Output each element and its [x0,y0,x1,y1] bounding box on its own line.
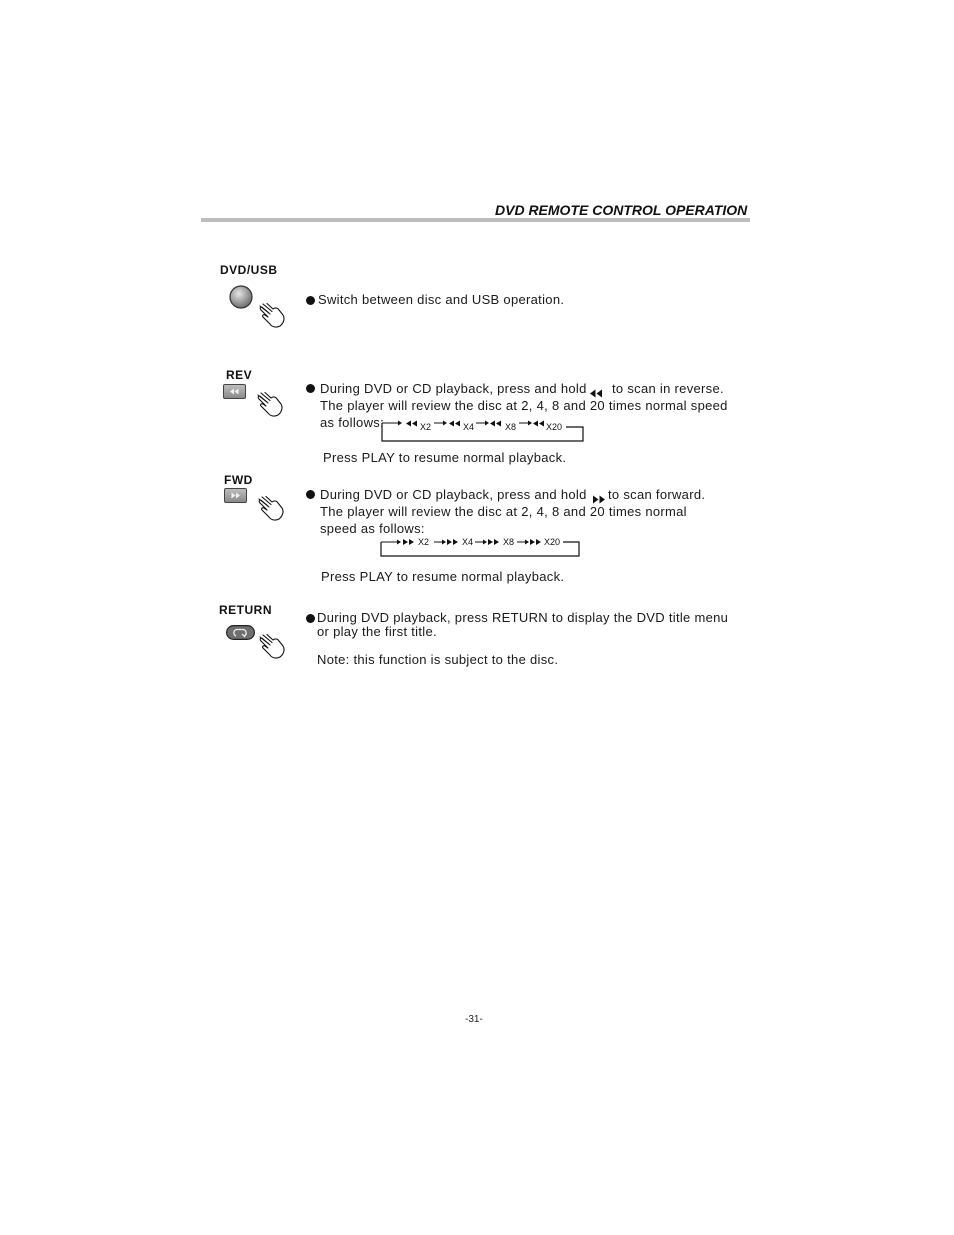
fwd-label: FWD [224,473,253,487]
dvd-usb-description: Switch between disc and USB operation. [318,292,565,307]
fwd-line-1a: During DVD or CD playback, press and hold [320,487,587,502]
fwd-seq-x4: X4 [462,537,474,547]
fwd-speed-sequence [379,535,582,559]
return-note: Note: this function is subject to the disc. [317,652,559,667]
pointing-hand-icon [258,634,286,665]
rev-resume: Press PLAY to resume normal playback. [323,450,567,465]
rev-seq-x8: X8 [505,422,517,432]
fwd-line-3: speed as follows: [320,521,425,536]
pointing-hand-icon [258,303,286,334]
header-divider [201,218,750,222]
fwd-line-1b: to scan forward. [608,487,706,502]
bullet-icon [306,614,315,623]
page-number: -31- [465,1014,483,1025]
rev-line-1b: to scan in reverse. [612,381,724,396]
rev-seq-x4: X4 [463,422,475,432]
pointing-hand-icon [256,392,284,423]
fwd-resume: Press PLAY to resume normal playback. [321,569,565,584]
fwd-line-2: The player will review the disc at 2, 4, 8 and 20 times normal [320,504,687,519]
return-button-icon [226,625,255,640]
rewind-button-icon [223,384,246,399]
return-line-2: or play the first title. [317,624,437,639]
fwd-seq-x2: X2 [418,537,430,547]
fwd-seq-x20: X20 [544,537,561,547]
rev-line-2: The player will review the disc at 2, 4, 8 and 20 times normal speed [320,398,728,413]
rev-seq-x20: X20 [546,422,563,432]
bullet-icon [306,296,315,305]
rev-speed-sequence [380,419,585,444]
rev-line-1a: During DVD or CD playback, press and hold [320,381,587,396]
rev-line-3: as follows: [320,415,384,430]
page-title: DVD REMOTE CONTROL OPERATION [495,202,748,218]
dvd-usb-button-icon [229,285,253,309]
rev-label: REV [226,368,253,382]
bullet-icon [306,490,315,499]
dvd-usb-label: DVD/USB [220,263,278,277]
fast-forward-button-icon [224,488,247,503]
return-label: RETURN [219,603,272,617]
return-line-1: During DVD playback, press RETURN to display the DVD title menu [317,610,729,625]
pointing-hand-icon [257,496,285,527]
fwd-seq-x8: X8 [503,537,515,547]
rev-seq-x2: X2 [420,422,432,432]
bullet-icon [306,384,315,393]
